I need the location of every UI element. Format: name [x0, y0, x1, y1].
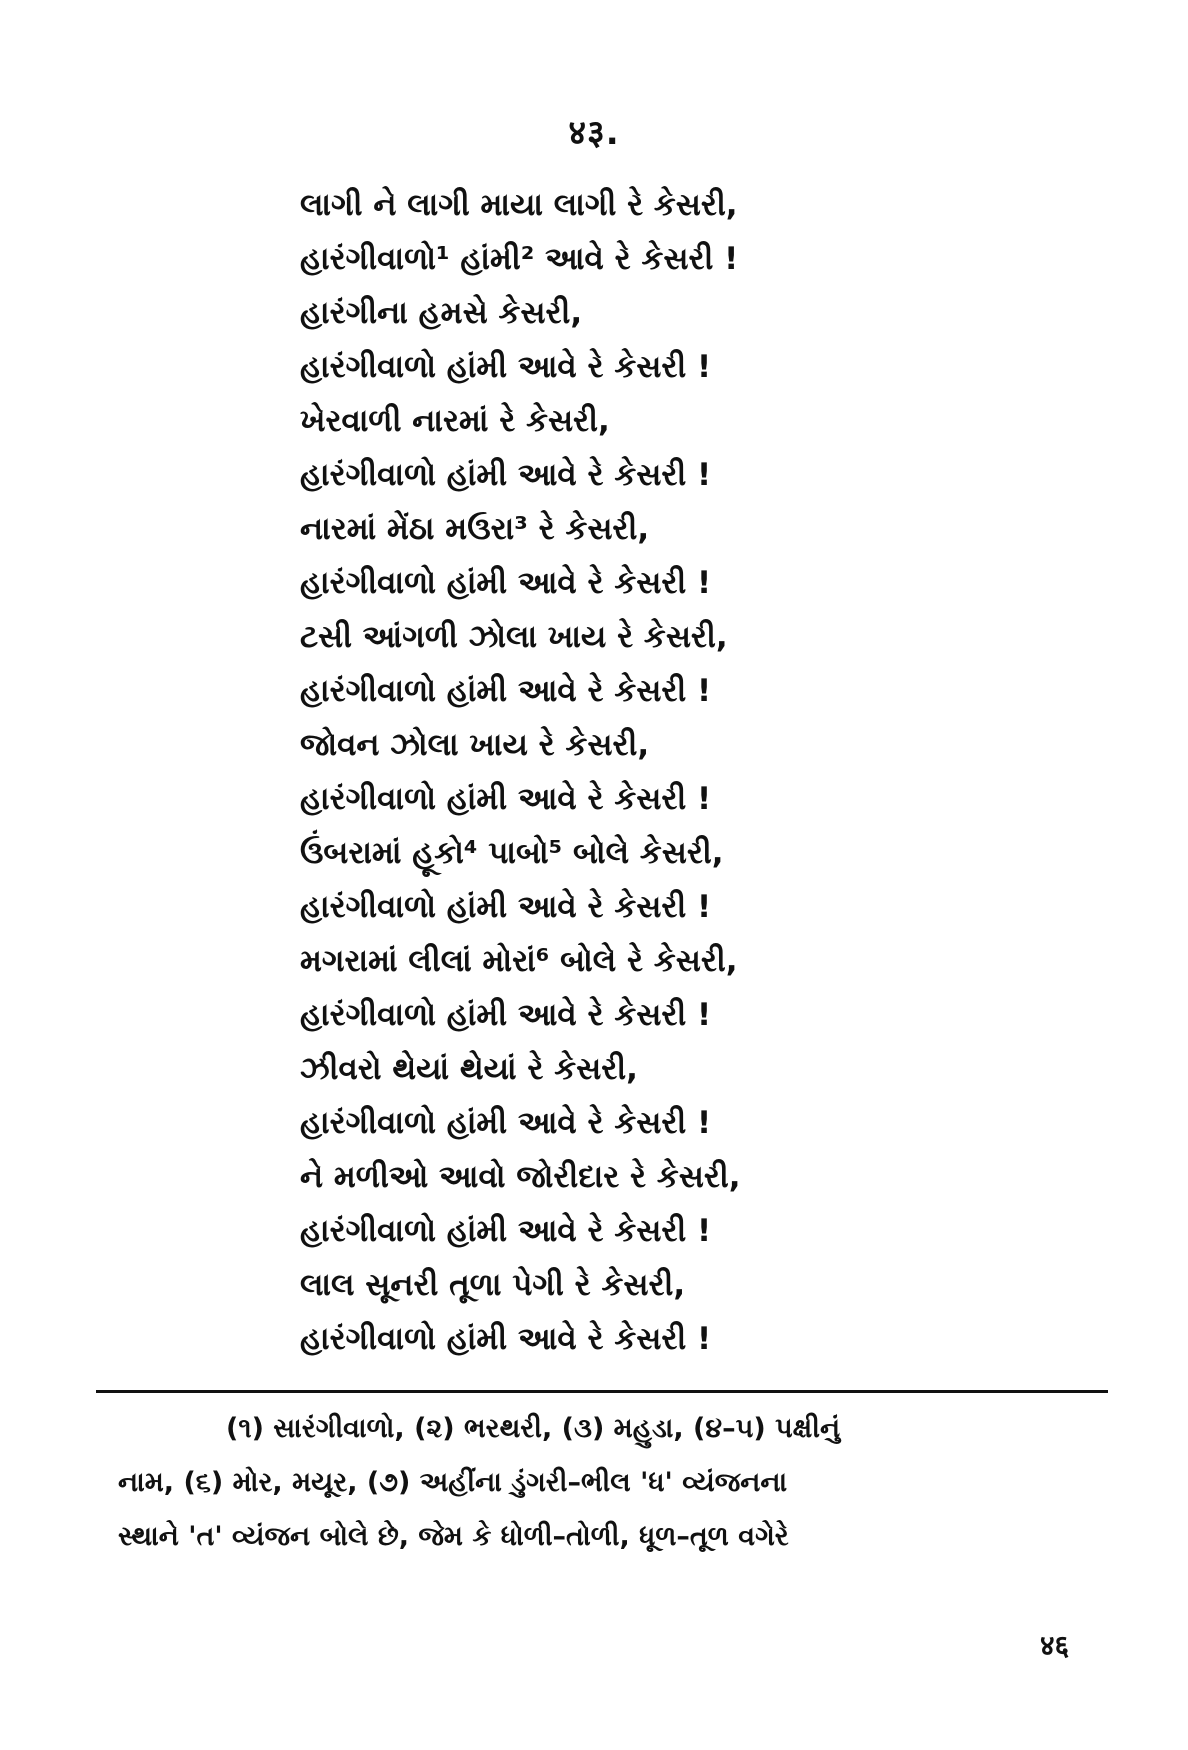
- poem-line: [300, 394, 920, 448]
- poem-line-text: ઉંબરામાં હૂકો⁴ પાબો⁵ બોલે કેસરી,: [300, 835, 724, 871]
- poem-line: [300, 1042, 920, 1096]
- poem-line: [300, 664, 920, 718]
- footnote-line: સ્થાને 'ત' વ્યંજન બોલે છે, જેમ કે ધોળી–તોળી, ધૂળ–તૂળ વગેરે: [118, 1521, 789, 1552]
- poem-line-text: મગરામાં લીલાં મોરાં⁶ બોલે રે કેસરી,: [300, 943, 738, 979]
- poem-line: [300, 772, 920, 826]
- poem-line-text: હારંગીવાળો¹ હાંમી² આવે રે કેસરી !: [300, 241, 739, 277]
- poem-line-text: હારંગીના હમસે કેસરી,: [300, 295, 583, 331]
- poem-line: [300, 826, 920, 880]
- footnotes: [118, 1402, 1098, 1564]
- poem-line: [300, 1096, 920, 1150]
- poem-line: [300, 340, 920, 394]
- poem-body: [300, 178, 920, 1366]
- poem-line: [300, 502, 920, 556]
- poem-line-text: ટસી આંગળી ઝોલા ખાય રે કેસરી,: [300, 619, 728, 655]
- poem-line: [300, 880, 920, 934]
- poem-line-text: હારંગીવાળો હાંમી આવે રે કેસરી !: [300, 457, 712, 493]
- footnote-line: (૧) સારંગીવાળો, (૨) ભરથરી, (૩) મહુડા, (૪–૫) પક્ષીનું: [226, 1413, 841, 1444]
- poem-line: [300, 556, 920, 610]
- page-number-top: ४३.: [568, 113, 620, 153]
- poem-line-text: હારંગીવાળો હાંમી આવે રે કેસરી !: [300, 781, 712, 817]
- poem-line: [300, 178, 920, 232]
- poem-line-text: હારંગીવાળો હાંમી આવે રે કેસરી !: [300, 1105, 712, 1141]
- poem-line-text: જોવન ઝોલા ખાય રે કેસરી,: [300, 727, 650, 763]
- poem-line-text: ખેરવાળી નારમાં રે કેસરી,: [300, 403, 610, 439]
- poem-line-text: લાગી ને લાગી માયા લાગી રે કેસરી,: [300, 187, 738, 223]
- poem-line: [300, 934, 920, 988]
- poem-line-text: હારંગીવાળો હાંમી આવે રે કેસરી !: [300, 1321, 712, 1357]
- poem-line: [300, 718, 920, 772]
- poem-line-text: હારંગીવાળો હાંમી આવે રે કેસરી !: [300, 997, 712, 1033]
- poem-line-text: ઝીવરો થેયાં થેયાં રે કેસરી,: [300, 1051, 638, 1087]
- poem-line-text: હારંગીવાળો હાંમી આવે રે કેસરી !: [300, 889, 712, 925]
- footnote-line: નામ, (૬) મોર, મયૂર, (૭) અહીંના ડુંગરી–ભીલ 'ધ' વ્યંજનના: [118, 1467, 788, 1498]
- poem-line-text: હારંગીવાળો હાંમી આવે રે કેસરી !: [300, 349, 712, 385]
- poem-line: [300, 988, 920, 1042]
- poem-line: [300, 1150, 920, 1204]
- poem-line: [300, 1204, 920, 1258]
- footnote-divider: [96, 1390, 1108, 1393]
- page-number-bottom: ४६: [1040, 1629, 1070, 1662]
- poem-line-text: ને મળીઓ આવો જોરીદાર રે કેસરી,: [300, 1159, 741, 1195]
- poem-line: [300, 1258, 920, 1312]
- poem-line-text: હારંગીવાળો હાંમી આવે રે કેસરી !: [300, 1213, 712, 1249]
- poem-line: [300, 1312, 920, 1366]
- poem-line-text: લાલ સૂનરી તૂળા પેગી રે કેસરી,: [300, 1267, 686, 1303]
- poem-line-text: હારંગીવાળો હાંમી આવે રે કેસરી !: [300, 673, 712, 709]
- poem-line-text: હારંગીવાળો હાંમી આવે રે કેસરી !: [300, 565, 712, 601]
- poem-line: [300, 286, 920, 340]
- poem-line: [300, 232, 920, 286]
- poem-line: [300, 610, 920, 664]
- poem-line-text: નારમાં મેંઠા મઉરા³ રે કેસરી,: [300, 511, 650, 547]
- poem-line: [300, 448, 920, 502]
